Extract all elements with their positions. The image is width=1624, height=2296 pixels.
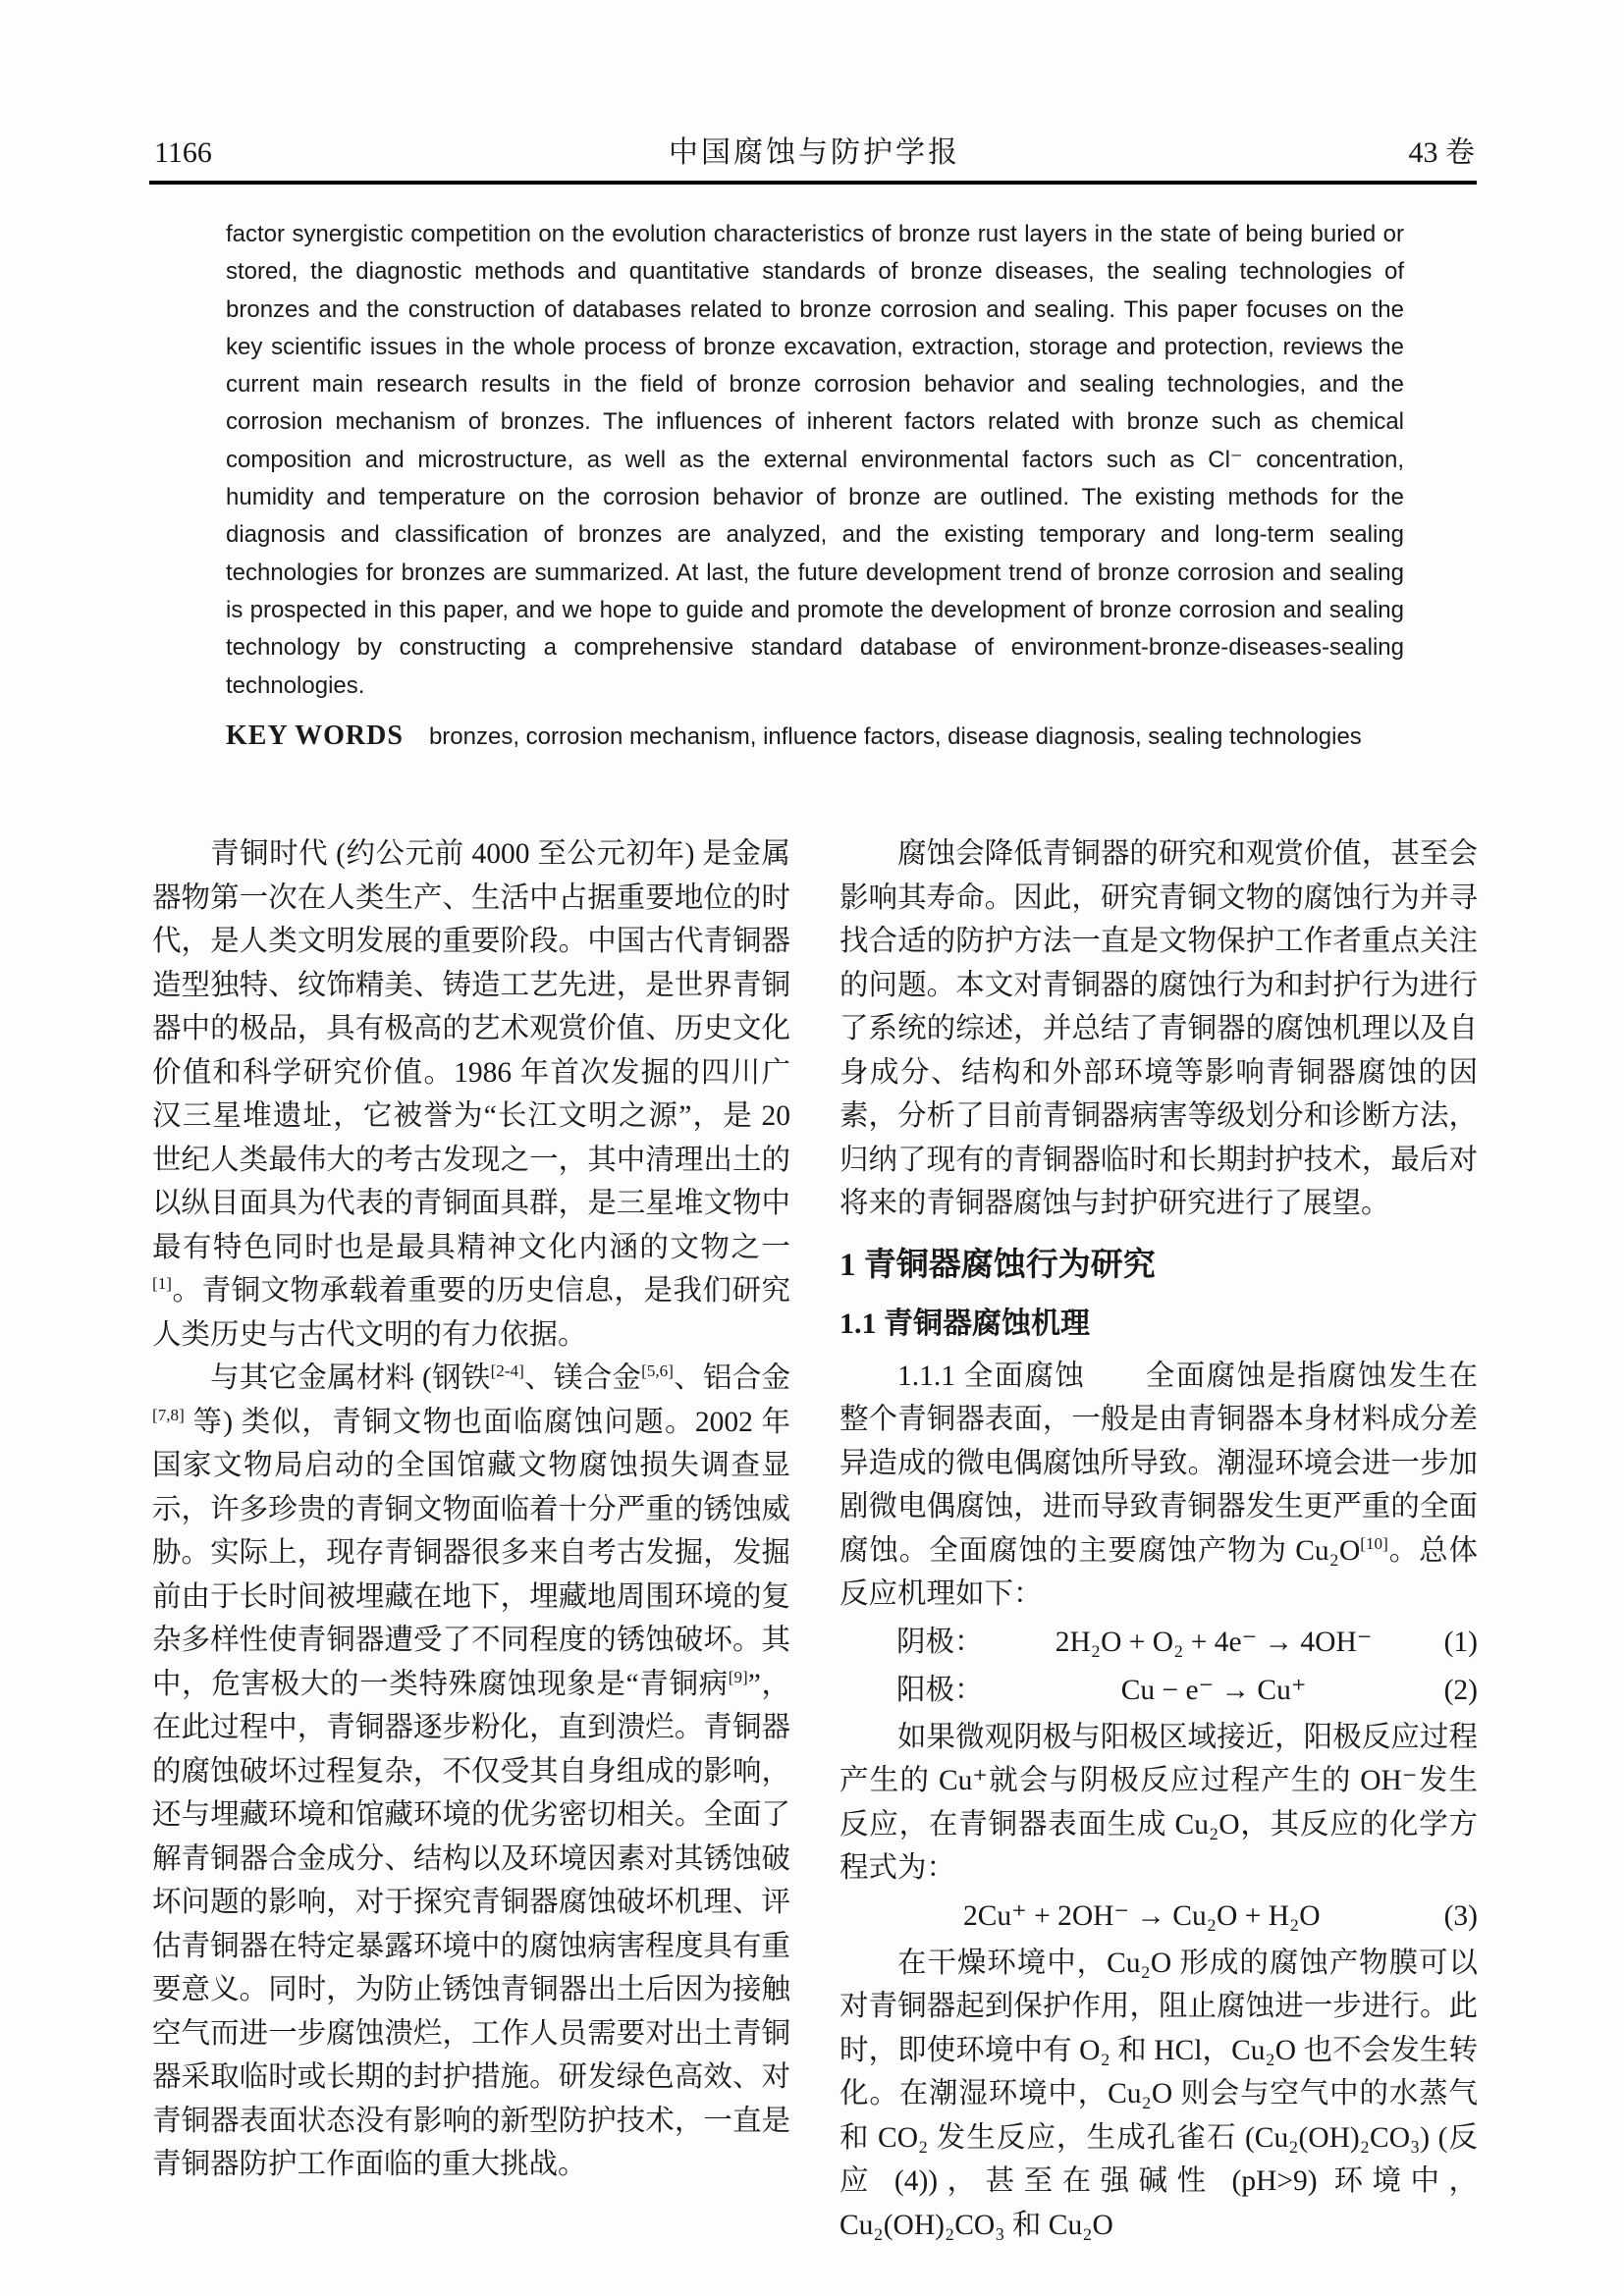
- journal-title: 中国腐蚀与防护学报: [669, 136, 960, 169]
- body-columns: [152, 832, 1478, 2247]
- equation-label: 阳极：: [896, 1674, 984, 1706]
- section-1-heading: 1 青铜器腐蚀行为研究: [839, 1247, 1156, 1283]
- right-paragraph-3: 在干燥环境中，Cu₂O 形成的腐蚀产物膜可以对青铜器起到保护作用，阻止腐蚀进一步进行。此时，即使环境中有 O₂ 和 HCl，Cu₂O 也不会发生转化。在潮湿环境中，Cu₂O 则会与空气中的水蒸气和 CO₂ 发生反应，生成孔雀石 (Cu₂(OH)₂CO₃) (反应 (4))，甚至在强碱性 (pH>9) 环境中，Cu₂(OH)₂CO₃ 和 Cu₂O: [839, 1947, 1478, 2241]
- equation-row-1: [839, 1620, 1478, 1665]
- keywords-label: KEY WORDS: [226, 721, 404, 751]
- equation-formula: Cu − e⁻ → Cu⁺: [1120, 1674, 1307, 1706]
- section-1-1-1-paragraph: 1.1.1 全面腐蚀 全面腐蚀是指腐蚀发生在整个青铜器表面，一般是由青铜器本身材料成分差异造成的微电偶腐蚀所导致。潮湿环境会进一步加剧微电偶腐蚀，进而导致青铜器发生更严重的全面腐蚀。全面腐蚀的主要腐蚀产物为 Cu₂O[10]。总体反应机理如下：: [839, 1360, 1478, 1610]
- right-column: [839, 832, 1478, 2247]
- equation-label: 阴极：: [896, 1626, 984, 1658]
- equation-number: (3): [1443, 1899, 1478, 1932]
- equation-number: (2): [1443, 1674, 1478, 1706]
- right-paragraph-2: 如果微观阴极与阳极区域接近，阳极反应过程产生的 Cu⁺就会与阴极反应过程产生的 OH⁻发生反应，在青铜器表面生成 Cu₂O，其反应的化学方程式为：: [839, 1721, 1478, 1884]
- header-divider: [149, 181, 1477, 185]
- page-number: 1166: [154, 136, 212, 169]
- keywords-block: [226, 719, 1404, 756]
- equation-row-3: [839, 1894, 1478, 1939]
- equation-row-2: [839, 1668, 1478, 1713]
- right-paragraph-1: 腐蚀会降低青铜器的研究和观赏价值，甚至会影响其寿命。因此，研究青铜文物的腐蚀行为并寻找合适的防护方法一直是文物保护工作者重点关注的问题。本文对青铜器的腐蚀行为和封护行为进行了系统的综述，并总结了青铜器的腐蚀机理以及自身成分、结构和外部环境等影响青铜器腐蚀的因素，分析了目前青铜器病害等级划分和诊断方法，归纳了现有的青铜器临时和长期封护技术，最后对将来的青铜器腐蚀与封护研究进行了展望。: [839, 838, 1478, 1219]
- volume-label: 43 卷: [1408, 136, 1475, 169]
- equation-number: (1): [1443, 1626, 1478, 1658]
- abstract-text: factor synergistic competition on the evolution characteristics of bronze rust layers in the state of being buried or stored, the diagnostic methods and quantitative standards of bronze diseases, the sealing technologies of bronzes and the construction of databases related to bronze corrosion and sealing. This paper focuses on the key scientific issues in the whole process of bronze excavation, extraction, storage and protection, reviews the current main research results in the field of bronze corrosion behavior and sealing technologies, and the corrosion mechanism of bronzes. The influences of inherent factors related with bronze such as chemical composition and microstructure, as well as the external environmental factors such as Cl⁻ concentration, humidity and temperature on the corrosion behavior of bronze are outlined. The existing methods for the diagnosis and classification of bronzes are analyzed, and the existing temporary and long-term sealing technologies for bronzes are summarized. At last, the future development trend of bronze corrosion and sealing is prospected in this paper, and we hope to guide and promote the development of bronze corrosion and sealing technology by constructing a comprehensive standard database of environment-bronze-diseases-sealing technologies.: [226, 221, 1404, 699]
- equation-formula: 2H₂O + O₂ + 4e⁻ → 4OH⁻: [1055, 1626, 1373, 1658]
- keywords-text: bronzes, corrosion mechanism, influence factors, disease diagnosis, sealing technologies: [428, 723, 1362, 750]
- equation-formula: 2Cu⁺ + 2OH⁻ → Cu₂O + H₂O: [962, 1899, 1321, 1932]
- running-head: [154, 128, 1475, 171]
- section-1-1-heading: 1.1 青铜器腐蚀机理: [839, 1308, 1090, 1340]
- left-column: [152, 832, 790, 2247]
- left-paragraph-2: 与其它金属材料 (钢铁[2-4]、镁合金[5,6]、铝合金[7,8] 等) 类似，青铜文物也面临腐蚀问题。2002 年国家文物局启动的全国馆藏文物腐蚀损失调查显示，许多珍贵的青铜文物面临着十分严重的锈蚀威胁。实际上，现存青铜器很多来自考古发掘，发掘前由于长时间被埋藏在地下，埋藏地周围环境的复杂多样性使青铜器遭受了不同程度的锈蚀破坏。其中，危害极大的一类特殊腐蚀现象是“青铜病[9]”，在此过程中，青铜器逐步粉化，直到溃烂。青铜器的腐蚀破坏过程复杂，不仅受其自身组成的影响，还与埋藏环境和馆藏环境的优劣密切相关。全面了解青铜器合金成分、结构以及环境因素对其锈蚀破坏问题的影响，对于探究青铜器腐蚀破坏机理、评估青铜器在特定暴露环境中的腐蚀病害程度具有重要意义。同时，为防止锈蚀青铜器出土后因为接触空气而进一步腐蚀溃烂，工作人员需要对出土青铜器采取临时或长期的封护措施。研发绿色高效、对青铜器表面状态没有影响的新型防护技术，一直是青铜器防护工作面临的重大挑战。: [152, 1362, 790, 2180]
- left-paragraph-1: 青铜时代 (约公元前 4000 至公元初年) 是金属器物第一次在人类生产、生活中占据重要地位的时代，是人类文明发展的重要阶段。中国古代青铜器造型独特、纹饰精美、铸造工艺先进，是世界青铜器中的极品，具有极高的艺术观赏价值、历史文化价值和科学研究价值。1986 年首次发掘的四川广汉三星堆遗址，它被誉为“长江文明之源”，是 20 世纪人类最伟大的考古发现之一，其中清理出土的以纵目面具为代表的青铜面具群，是三星堆文物中最有特色同时也是最具精神文化内涵的文物之一[1]。青铜文物承载着重要的历史信息，是我们研究人类历史与古代文明的有力依据。: [152, 838, 790, 1351]
